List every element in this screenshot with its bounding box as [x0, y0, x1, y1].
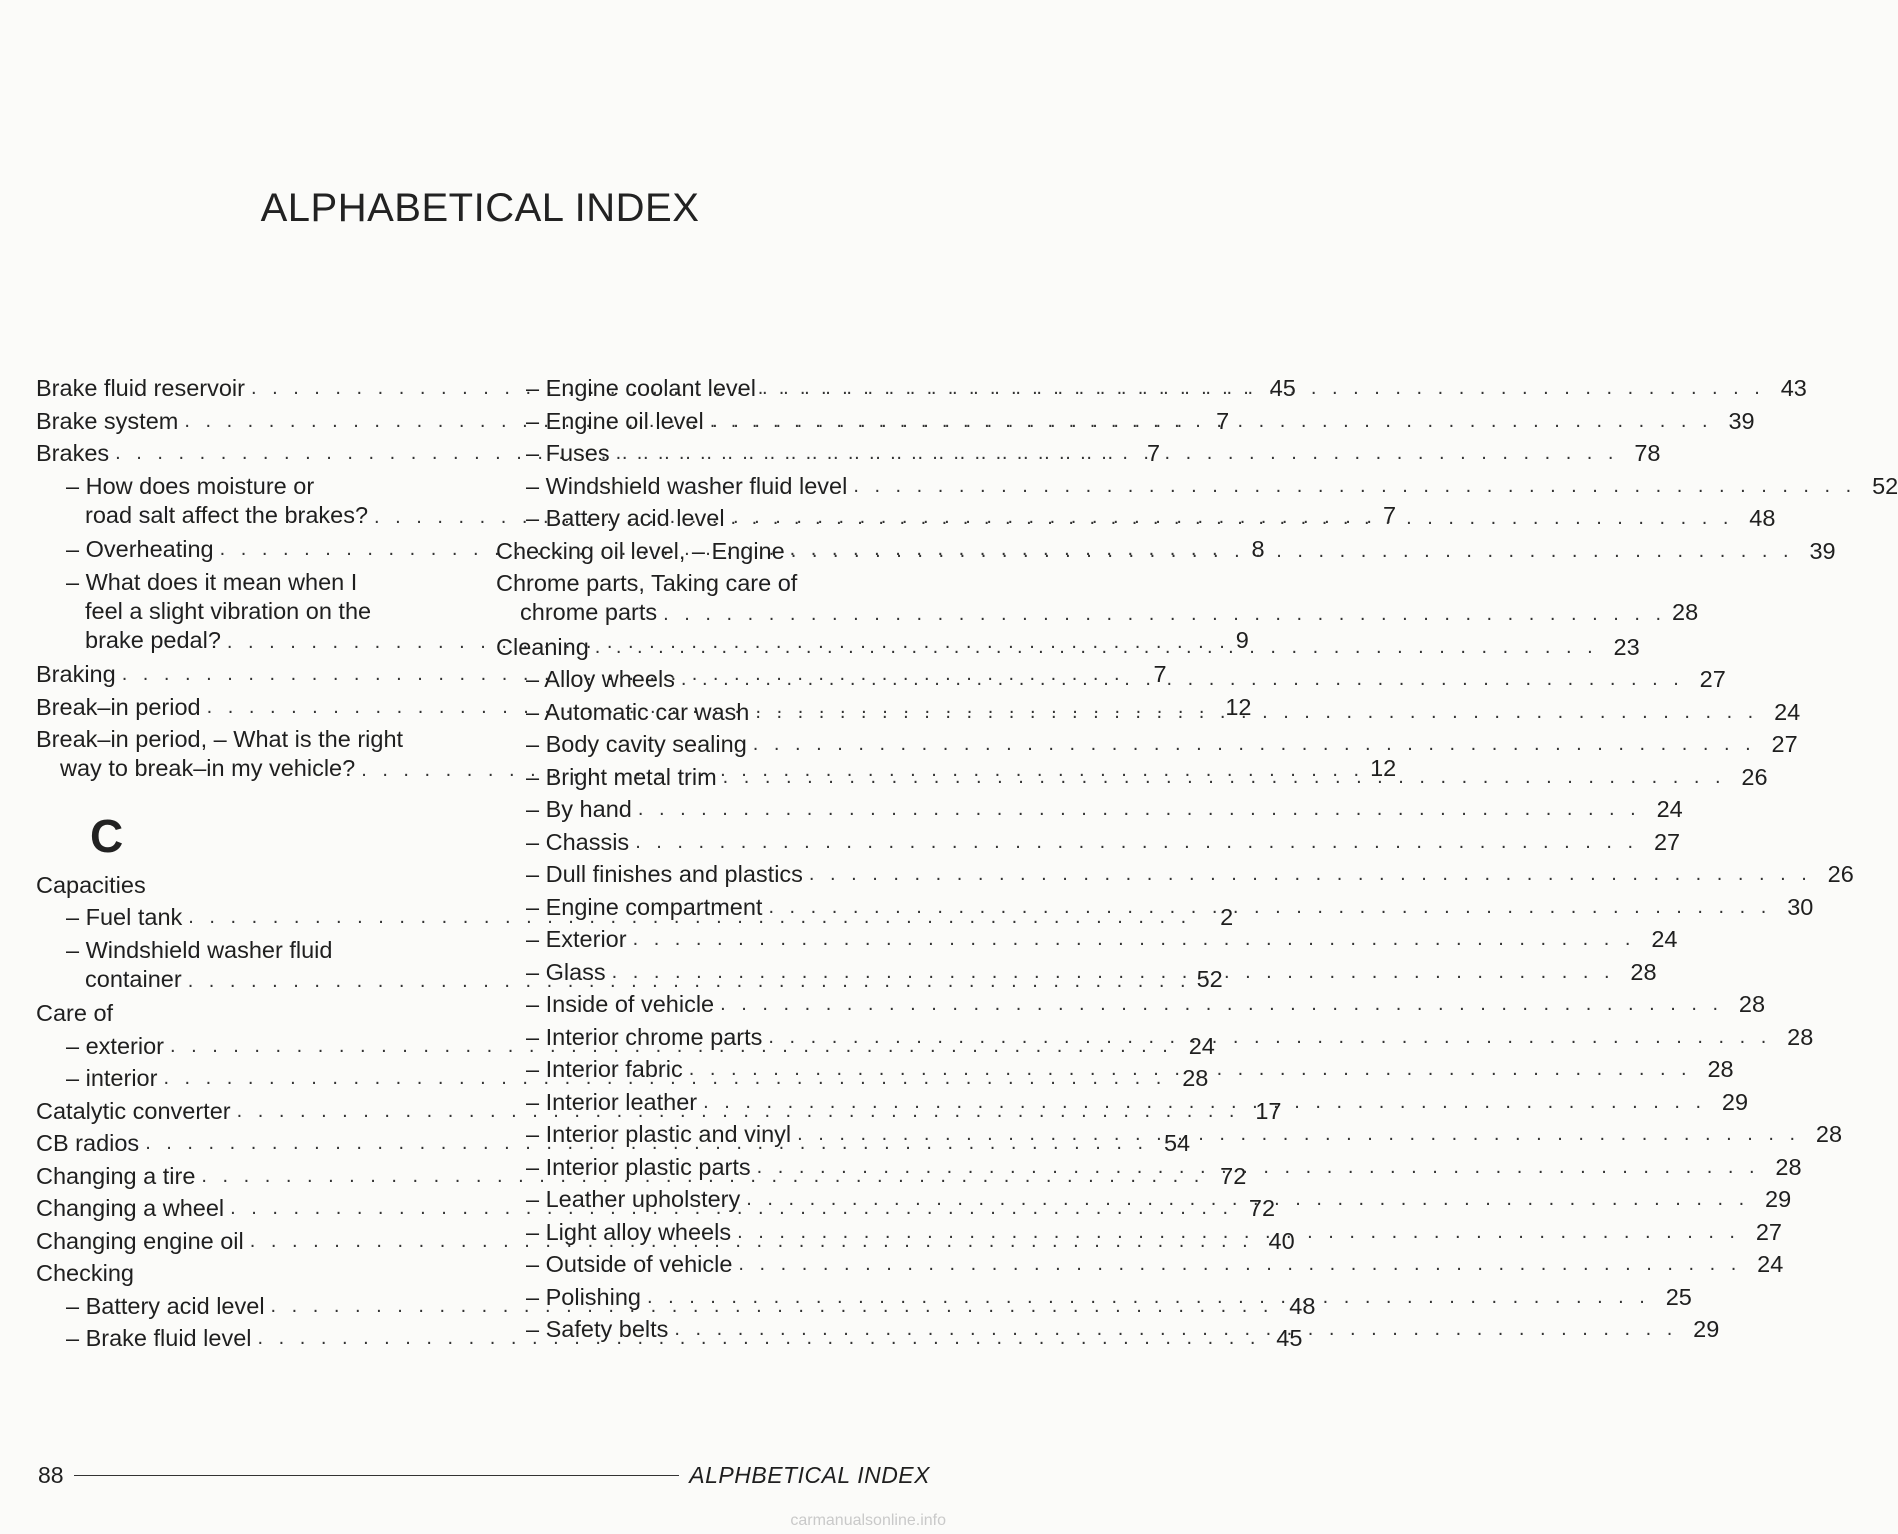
index-entry: [496, 504, 1776, 537]
index-entry-text: – Leather upholstery: [526, 1186, 741, 1212]
index-entry-page: 24: [1774, 698, 1801, 725]
dot-leader: [714, 990, 1729, 1019]
index-entry-text: – Windshield washer fluid: [66, 936, 333, 963]
index-entry-page: 28: [1738, 991, 1766, 1017]
index-entry-page: 43: [1780, 375, 1807, 401]
index-entry-page: 7: [1146, 440, 1161, 466]
dot-leader: [629, 828, 1644, 857]
index-entry-text: – Inside of vehicle: [526, 991, 715, 1017]
index-entry-page: 28: [1630, 958, 1657, 985]
index-entry-text: – Safety belts: [526, 1316, 669, 1342]
index-entry-page: 24: [1656, 796, 1683, 822]
index-entry-page: 12: [1225, 693, 1252, 720]
index-entry-text: – Bright metal trim: [526, 763, 717, 790]
dot-leader: [740, 1185, 1755, 1214]
index-entry-page: 72: [1220, 1162, 1247, 1189]
index-entry-page: 39: [1809, 537, 1836, 564]
index-entry-page: 9: [1235, 626, 1249, 653]
index-entry-page: 7: [1216, 407, 1230, 434]
index-entry-text: – Body cavity sealing: [526, 731, 747, 757]
index-entry-text: Checking oil level, – Engine: [496, 537, 785, 564]
dot-leader: [756, 374, 1771, 403]
index-entry-page: 30: [1787, 893, 1814, 920]
index-entry: [496, 828, 1681, 861]
index-entry-text: CB radios: [36, 1130, 140, 1156]
index-entry-text: Care of: [36, 1000, 114, 1026]
index-entry-text: Checking: [36, 1260, 134, 1286]
index-entry-text: – Dull finishes and plastics: [526, 861, 803, 887]
dot-leader: [732, 1250, 1747, 1279]
dot-leader: [762, 1023, 1777, 1052]
index-entry-text: – Alloy wheels: [526, 666, 675, 692]
index-entry-page: 45: [1276, 1325, 1303, 1351]
index-entry-text: Brake system: [36, 407, 179, 434]
index-entry-page: 12: [1370, 755, 1397, 781]
index-entry-text: – By hand: [526, 796, 632, 822]
index-entry-page: 24: [1651, 926, 1678, 952]
page-number: 88: [38, 1462, 64, 1488]
index-entry-page: 45: [1269, 375, 1296, 401]
dot-leader: [803, 860, 1818, 889]
dot-leader: [675, 665, 1690, 694]
index-entry-page: 7: [1382, 501, 1397, 528]
dot-leader: [731, 1218, 1746, 1247]
index-entry-page: 26: [1741, 763, 1768, 790]
index-entry: [496, 795, 1683, 828]
dot-leader: [749, 698, 1764, 727]
index-entry-page: 8: [1251, 536, 1265, 562]
index-entry-page: 72: [1248, 1195, 1276, 1221]
index-entry-page: 27: [1699, 666, 1726, 692]
index-entry-text: – Engine coolant level: [526, 375, 756, 401]
index-entry: [496, 537, 1836, 570]
index-entry-text: – Battery acid level: [66, 1292, 265, 1319]
index-entry-text: way to break–in my vehicle?: [60, 755, 356, 781]
dot-leader: [641, 1283, 1656, 1312]
dot-leader: [668, 1315, 1683, 1344]
index-entry-text: Break–in period: [36, 693, 201, 720]
dot-leader: [697, 1088, 1712, 1117]
dot-leader: [751, 1153, 1766, 1182]
index-entry-page: 52: [1872, 472, 1898, 499]
index-entry-text: – Glass: [526, 958, 606, 985]
dot-leader: [747, 730, 1762, 759]
dot-leader: [589, 633, 1604, 662]
index-entry-page: 24: [1757, 1251, 1784, 1277]
index-entry-page: 25: [1665, 1283, 1692, 1310]
index-entry-page: 28: [1787, 1023, 1814, 1050]
index-entry: [496, 860, 1854, 893]
index-entry-page: 28: [1815, 1121, 1843, 1147]
index-entry-page: 29: [1721, 1088, 1749, 1115]
index-entry: [496, 893, 1814, 926]
dot-leader: [606, 958, 1621, 987]
footer-title: ALPHBETICAL INDEX: [689, 1462, 930, 1488]
index-entry-text: Changing engine oil: [36, 1227, 244, 1254]
index-entry-page: 78: [1634, 440, 1661, 466]
index-entry: [496, 633, 1640, 666]
index-entry: [496, 990, 1766, 1023]
dot-leader: [725, 501, 1740, 533]
index-entry-text: – Battery acid level: [526, 505, 725, 531]
index-entry-page: 23: [1613, 633, 1640, 660]
index-entry-page: 27: [1771, 731, 1798, 757]
index-entry-page: 39: [1728, 407, 1755, 434]
index-entry-text: – Interior fabric: [526, 1056, 683, 1082]
index-entry-page: 29: [1765, 1186, 1792, 1212]
index-entry-text: Break–in period, – What is the right: [36, 726, 404, 752]
index-entry-text: – What does it mean when I: [66, 568, 358, 595]
index-entry-text: – interior: [66, 1065, 158, 1091]
index-entry-page: 29: [1693, 1316, 1720, 1342]
index-entry-page: 7: [1153, 661, 1167, 687]
index-entry-text: – exterior: [66, 1032, 164, 1059]
index-entry-text: Changing a wheel: [36, 1195, 225, 1221]
index-entry-page: 2: [1220, 904, 1234, 930]
index-entry-text: – Polishing: [526, 1283, 641, 1310]
index-entry-page: 48: [1749, 505, 1776, 531]
index-entry-text: – Exterior: [526, 926, 627, 952]
index-entry-page: 28: [1672, 599, 1699, 625]
dot-leader: [627, 925, 1642, 954]
index-entry-text: Brakes: [36, 440, 110, 466]
index-entry: [496, 925, 1678, 958]
index-entry: [496, 569, 1699, 633]
index-entry: [36, 999, 472, 1032]
index-entry: [496, 439, 1661, 472]
dot-leader: [704, 407, 1719, 436]
index-entry-text: feel a slight vibration on the: [85, 597, 372, 624]
dot-leader: [632, 795, 1647, 824]
index-entry-text: Capacities: [36, 871, 146, 898]
index-entry-page: 28: [1775, 1153, 1802, 1180]
index-entry-text: – Fuses: [526, 440, 610, 466]
index-entry-page: 27: [1755, 1218, 1782, 1245]
index-entry-text: Brake fluid reservoir: [36, 375, 245, 401]
index-entry-page: 52: [1196, 965, 1223, 992]
dot-leader: [762, 893, 1777, 922]
index-entry-page: 40: [1268, 1227, 1295, 1254]
index-entry-page: 27: [1653, 828, 1681, 855]
dot-leader: [847, 472, 1862, 501]
index-entry-page: 17: [1255, 1097, 1282, 1124]
index-entry: [496, 407, 1755, 440]
index-entry: [496, 665, 1726, 698]
index-entry-text: – How does moisture or: [66, 472, 315, 499]
page-title: ALPHABETICAL INDEX: [260, 186, 700, 230]
index-entry-text: Braking: [36, 661, 116, 687]
index-entry: [496, 1055, 1734, 1088]
index-entry-text: – Chassis: [526, 828, 630, 855]
index-entry-text: brake pedal?: [85, 626, 221, 653]
index-entry-page: 48: [1289, 1292, 1316, 1319]
index-entry-text: – Brake fluid level: [66, 1325, 252, 1351]
index-entry-text: – Fuel tank: [66, 904, 183, 930]
watermark: carmanualsonline.info: [790, 1512, 946, 1529]
index-entry-text: chrome parts: [520, 599, 658, 625]
index-entry-text: Chrome parts, Taking care of: [496, 570, 798, 596]
index-entry-text: Cleaning: [496, 633, 589, 660]
footer-rule: [74, 1475, 680, 1476]
index-entry-page: 28: [1707, 1056, 1734, 1082]
index-entry: [496, 730, 1798, 763]
index-entry-text: container: [85, 965, 182, 992]
index-entry: [496, 472, 1898, 505]
index-entry-text: – Light alloy wheels: [526, 1218, 732, 1245]
index-entry-text: – Overheating: [66, 536, 214, 562]
dot-leader: [610, 439, 1625, 468]
index-entry-text: road salt affect the brakes?: [85, 501, 369, 528]
index-entry-text: – Interior plastic and vinyl: [526, 1121, 792, 1147]
page-footer: [38, 1462, 930, 1489]
dot-leader: [785, 537, 1800, 566]
section-letter-c: C: [90, 809, 124, 862]
index-entry-text: – Interior chrome parts: [526, 1023, 763, 1050]
index-entry-text: Changing a tire: [36, 1162, 196, 1189]
index-entry-text: – Outside of vehicle: [526, 1251, 733, 1277]
index-entry-text: – Engine oil level: [526, 407, 704, 434]
index-entry: [36, 1259, 472, 1292]
dot-leader: [717, 763, 1732, 792]
dot-leader: [791, 1120, 1806, 1149]
index-entry-text: Catalytic converter: [36, 1097, 231, 1124]
index-entry: [496, 1250, 1784, 1283]
index-entry-page: 24: [1188, 1032, 1215, 1059]
index-entry-page: 28: [1182, 1065, 1209, 1091]
index-entry: [36, 871, 472, 904]
index-entry-page: 26: [1827, 861, 1854, 887]
index-entry-text: – Automatic car wash: [526, 698, 750, 725]
index-entry-text: – Interior plastic parts: [526, 1153, 751, 1180]
dot-leader: [683, 1055, 1698, 1084]
index-entry-text: – Engine compartment: [526, 893, 763, 920]
index-entry-page: 54: [1163, 1130, 1191, 1156]
index-entry-text: – Interior leather: [526, 1088, 698, 1115]
dot-leader: [657, 603, 1672, 625]
index-entry-text: – Windshield washer fluid level: [526, 472, 848, 499]
